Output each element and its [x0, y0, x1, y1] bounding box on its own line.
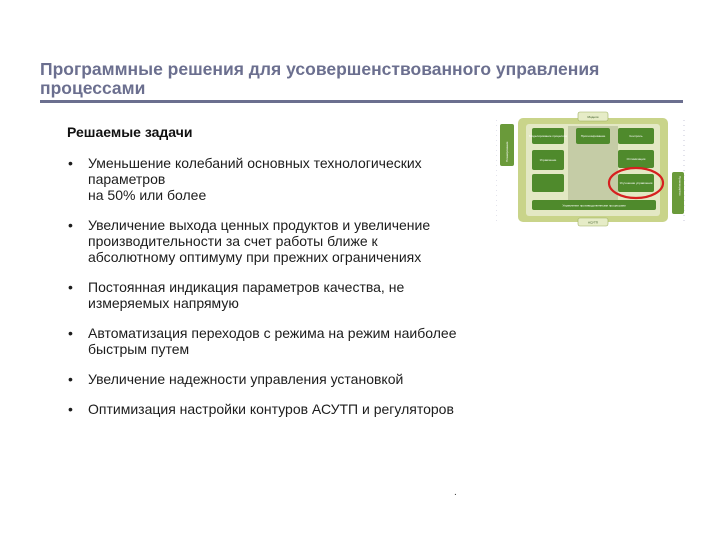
bullet-marker: • — [68, 217, 73, 233]
list-item — [64, 217, 464, 265]
bullet-marker: • — [68, 279, 73, 295]
section-subtitle: Решаемые задачи — [67, 124, 193, 140]
list-item — [64, 155, 464, 203]
box-improvement-label: Улучшение управления — [619, 181, 653, 185]
task-list — [64, 155, 464, 431]
title-underline — [40, 100, 683, 103]
top-tab-label: Модели — [587, 115, 599, 119]
list-item-text: Постоянная индикация параметров качества, не измеряемых напрямую — [88, 279, 405, 311]
box-forecasting-label: Прогнозирование — [580, 134, 606, 138]
box-extra — [532, 174, 564, 192]
bottom-bar-label: Управление производственными процессами — [562, 203, 626, 208]
list-item-text: Уменьшение колебаний основных технологических параметров на 50% или более — [88, 155, 422, 203]
list-item-text: Увеличение выхода ценных продуктов и увеличение производительности за счет работы ближе к абсолютному оптимуму при прежних ограничениях — [88, 217, 431, 265]
left-side-label: Планирование — [505, 141, 509, 162]
slide-title: Программные решения для усовершенствованного управления процессами — [40, 59, 600, 98]
list-item — [64, 279, 464, 311]
bullet-marker: • — [68, 371, 73, 387]
box-modeling-label: Моделирование процессов — [529, 134, 567, 138]
right-side-label: Производство — [678, 176, 682, 196]
bullet-marker: • — [68, 325, 73, 341]
box-control-label: Контроль — [629, 134, 643, 138]
bottom-tab-label: АСУТП — [588, 220, 598, 225]
bullet-marker: • — [68, 401, 73, 417]
list-item-text: Оптимизация настройки контуров АСУТП и регуляторов — [88, 401, 454, 417]
box-optimization-label: Оптимизация — [626, 157, 646, 161]
bullet-marker: • — [68, 155, 73, 171]
list-item — [64, 325, 464, 357]
diagram-graphic — [496, 110, 688, 232]
list-item — [64, 371, 464, 387]
list-item-text: Увеличение надежности управления установкой — [88, 371, 404, 387]
stray-mark: . — [454, 487, 457, 498]
list-item — [64, 401, 464, 417]
box-management-label: Управление — [539, 158, 557, 162]
list-item-text: Автоматизация переходов с режима на режим наиболее быстрым путем — [88, 325, 457, 357]
process-control-diagram — [496, 110, 688, 232]
